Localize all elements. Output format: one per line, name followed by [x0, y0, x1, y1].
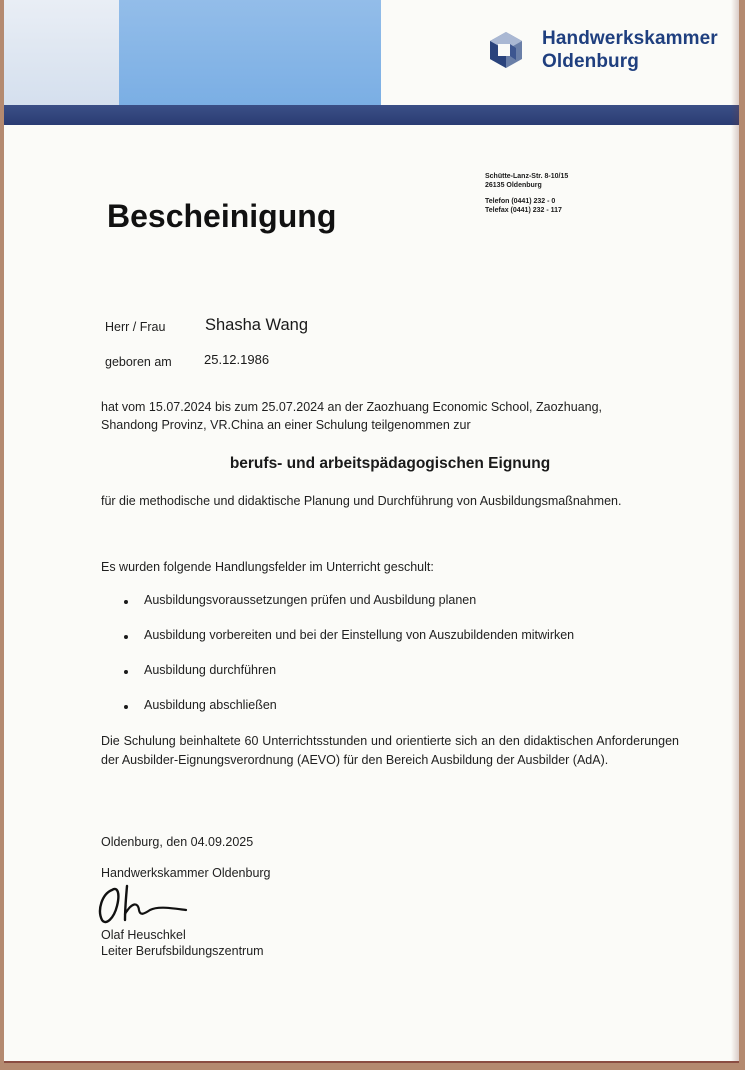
list-item: Ausbildung abschließen — [124, 698, 574, 733]
hwk-logo-icon — [488, 31, 524, 69]
qualification-heading: berufs- und arbeitspädagogischen Eignung — [229, 455, 551, 472]
list-item: Ausbildungsvoraussetzungen prüfen und Ausbildung planen — [124, 593, 574, 628]
fax-number: Telefax (0441) 232 - 117 — [485, 207, 562, 214]
signer-name: Olaf Heuschkel — [101, 928, 186, 942]
page-edge-shadow — [731, 0, 739, 1063]
organization-name-line1: Handwerkskammer — [542, 28, 718, 49]
name-label: Herr / Frau — [105, 320, 166, 334]
list-item: Ausbildung durchführen — [124, 663, 574, 698]
organization-name — [542, 27, 718, 73]
header-blue-panel — [119, 0, 381, 108]
contact-block — [485, 172, 568, 215]
birth-date: 25.12.1986 — [204, 352, 270, 367]
document-title: Bescheinigung — [107, 198, 337, 234]
certificate-page — [4, 0, 739, 1063]
participation-line2: Shandong Provinz, VR.China an einer Schulung teilgenommen zur — [101, 418, 471, 432]
person-name: Shasha Wang — [205, 316, 309, 334]
summary-text: Die Schulung beinhaltete 60 Unterrichtsstunden und orientierte sich an den didaktischen Anforderungen der Ausbilder-Eignungsverordnung (AEVO) für den Bereich Ausbildung der Ausbilder (AdA). — [101, 734, 679, 767]
list-item: Ausbildung vorbereiten und bei der Einstellung von Auszubildenden mitwirken — [124, 628, 574, 663]
organization-name-line2: Oldenburg — [542, 51, 639, 72]
purpose-text: für die methodische und didaktische Planung und Durchführung von Ausbildungsmaßnahmen. — [101, 494, 622, 508]
header-light-panel — [4, 0, 119, 108]
birth-label: geboren am — [105, 355, 172, 369]
signer-title: Leiter Berufsbildungszentrum — [101, 944, 264, 958]
signature-image — [94, 880, 194, 930]
address-city: 26135 Oldenburg — [485, 182, 542, 189]
participation-text — [101, 398, 679, 434]
address-street: Schütte-Lanz-Str. 8-10/15 — [485, 173, 569, 180]
header-blue-bar — [4, 105, 739, 125]
place-date: Oldenburg, den 04.09.2025 — [101, 835, 254, 849]
fields-intro: Es wurden folgende Handlungsfelder im Unterricht geschult: — [101, 560, 434, 574]
participation-line1: hat vom 15.07.2024 bis zum 25.07.2024 an der Zaozhuang Economic School, Zaozhuang, — [101, 400, 603, 414]
phone-number: Telefon (0441) 232 - 0 — [485, 198, 556, 205]
page-bottom-border — [4, 1061, 739, 1063]
fields-list — [124, 593, 574, 733]
issuer-name: Handwerkskammer Oldenburg — [101, 866, 271, 880]
